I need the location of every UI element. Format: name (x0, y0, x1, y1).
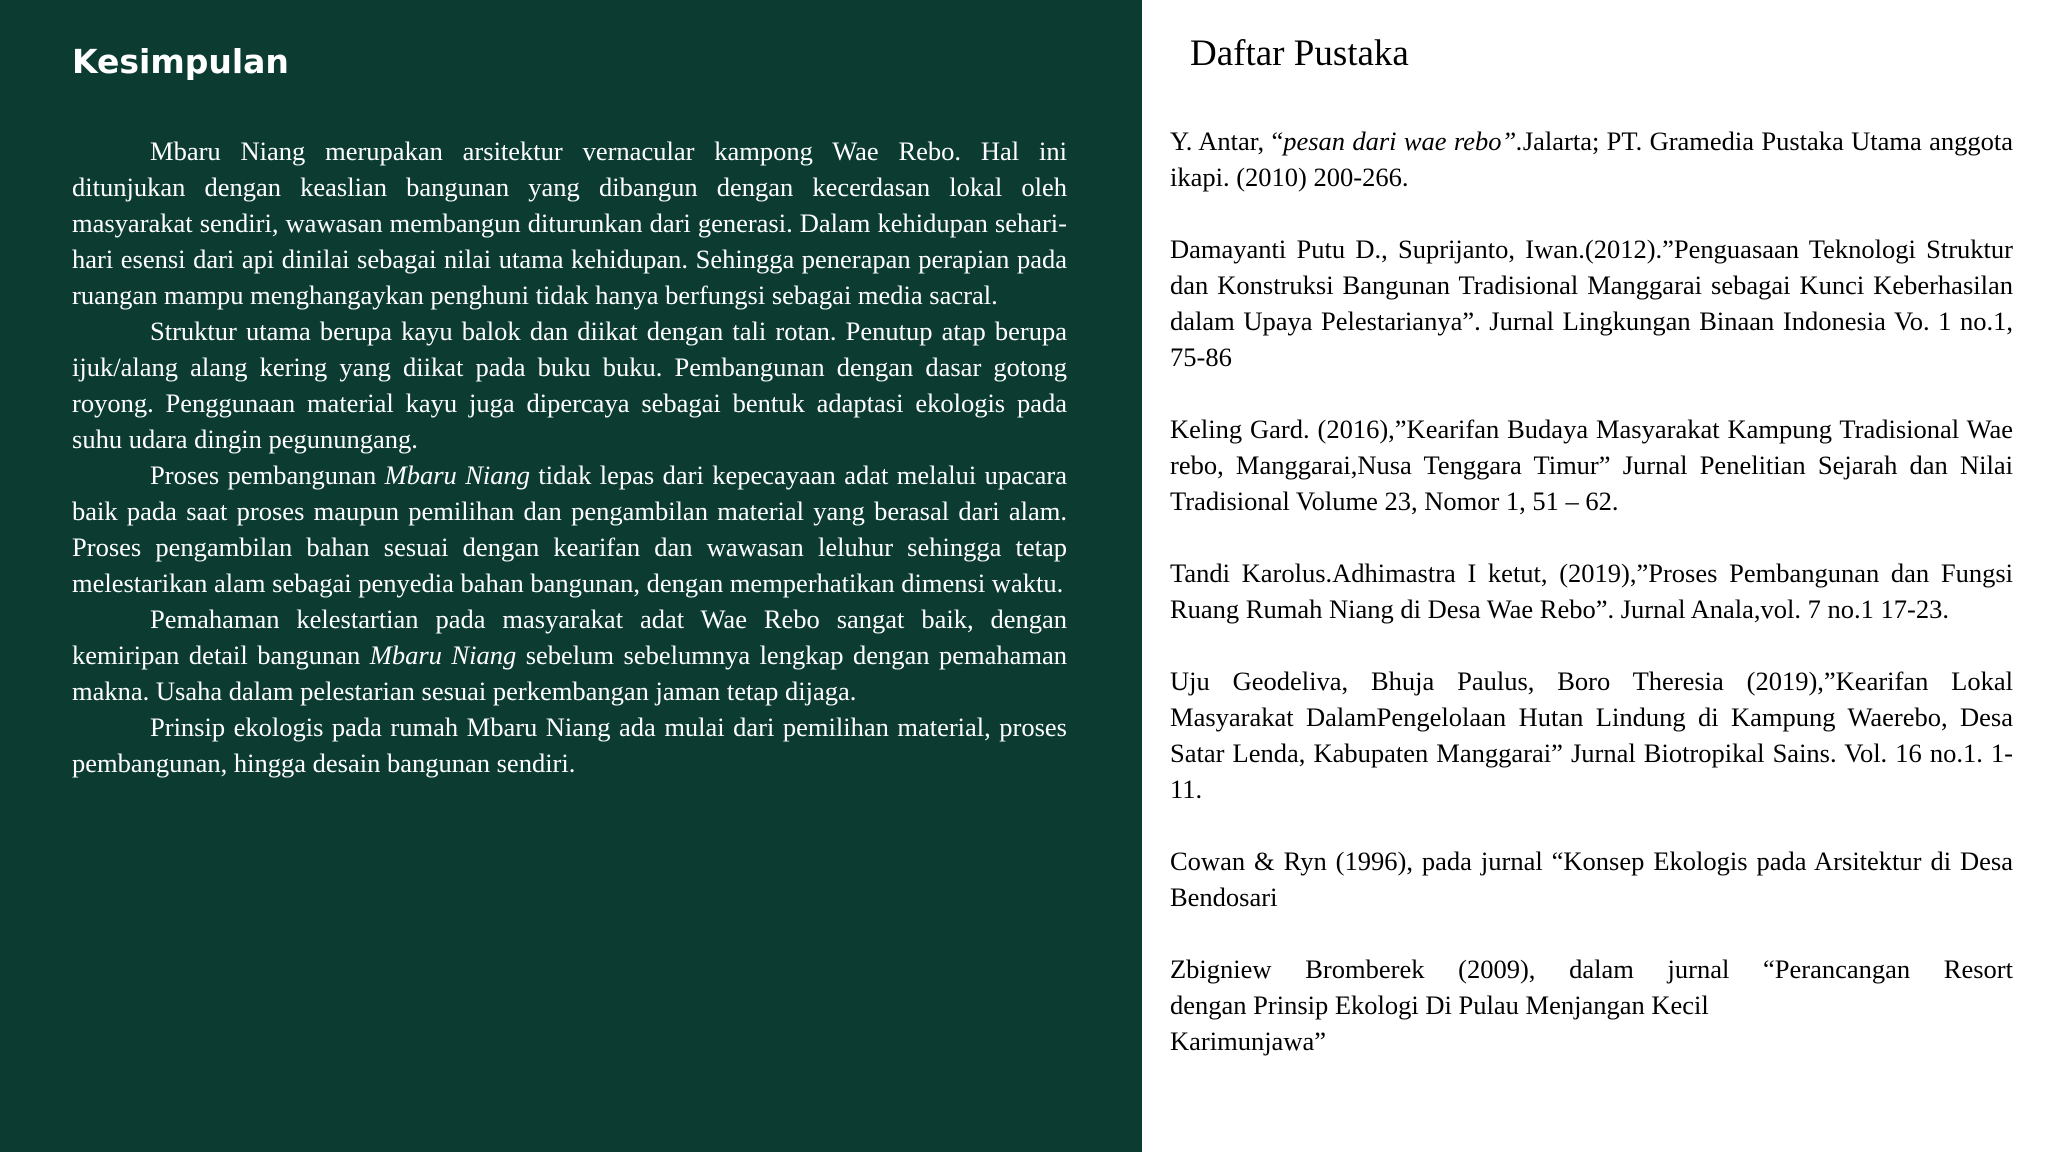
paragraph-text: sebelum sebelumnya lengkap dengan pemahaman makna. Usaha dalam pelestarian sesuai perkembangan jaman tetap dijaga. (72, 640, 1067, 706)
italic-title: pesan dari wae rebo”. (1283, 126, 1523, 156)
reference-list (1170, 123, 2013, 1059)
reference-line: dengan Prinsip Ekologi Di Pulau Menjangan Kecil (1170, 990, 1709, 1020)
reference-item: Keling Gard. (2016),”Kearifan Budaya Masyarakat Kampung Tradisional Wae rebo, Manggarai,Nusa Tenggara Timur” Jurnal Penelitian Sejarah dan Nilai Tradisional Volume 23, Nomor 1, 51 – 62. (1170, 414, 2013, 516)
conclusion-paragraph (72, 457, 1067, 601)
conclusion-paragraph: Mbaru Niang merupakan arsitektur vernacular kampong Wae Rebo. Hal ini ditunjukan dengan keaslian bangunan yang dibangun dengan kecerdasan lokal oleh masyarakat sendiri, wawasan membangun diturunkan dari generasi. Dalam kehidupan sehari-hari esensi dari api dinilai sebagai nilai utama kehidupan. Sehingga penerapan perapian pada ruangan mampu menghangaykan penghuni tidak hanya berfungsi sebagai media sacral. (72, 136, 1067, 310)
paragraph-text: Proses pembangunan (150, 460, 385, 490)
references-title: Daftar Pustaka (1190, 33, 1409, 74)
italic-term: Mbaru Niang (384, 460, 530, 490)
paragraph-text: Pemahaman kelestartian pada masyarakat adat Wae Rebo sangat baik, dengan kemiripan detail bangunan (72, 604, 1067, 670)
reference-item (1170, 951, 2013, 1059)
conclusion-paragraph: Prinsip ekologis pada rumah Mbaru Niang ada mulai dari pemilihan material, proses pembangunan, hingga desain bangunan sendiri. (72, 712, 1067, 778)
conclusion-paragraph: Struktur utama berupa kayu balok dan diikat dengan tali rotan. Penutup atap berupa ijuk/alang alang kering yang diikat pada buku buku. Pembangunan dengan dasar gotong royong. Penggunaan material kayu juga dipercaya sebagai bentuk adaptasi ekologis pada suhu udara dingin pegunungang. (72, 316, 1067, 454)
reference-item (1170, 123, 2013, 195)
paragraph-text: tidak lepas dari kepecayaan adat melalui upacara baik pada saat proses maupun pemilihan dan pengambilan material yang berasal dari alam. Proses pengambilan bahan sesuai dengan kearifan dan wawasan leluhur sehingga tetap melestarikan alam sebagai penyedia bahan bangunan, dengan memperhatikan dimensi waktu. (72, 460, 1067, 598)
reference-item: Damayanti Putu D., Suprijanto, Iwan.(2012).”Penguasaan Teknologi Struktur dan Konstruksi Bangunan Tradisional Manggarai sebagai Kunci Keberhasilan dalam Upaya Pelestarianya”. Jurnal Lingkungan Binaan Indonesia Vo. 1 no.1, 75-86 (1170, 234, 2013, 372)
reference-item: Tandi Karolus.Adhimastra I ketut, (2019),”Proses Pembangunan dan Fungsi Ruang Rumah Niang di Desa Wae Rebo”. Jurnal Anala,vol. 7 no.1 17-23. (1170, 558, 2013, 624)
italic-term: Mbaru Niang (369, 640, 517, 670)
reference-text: Y. Antar, “ (1170, 126, 1284, 156)
conclusion-paragraph (72, 601, 1067, 709)
conclusion-title: Kesimpulan (72, 42, 289, 81)
reference-item: Uju Geodeliva, Bhuja Paulus, Boro Theresia (2019),”Kearifan Lokal Masyarakat DalamPengelolaan Hutan Lindung di Kampung Waerebo, Desa Satar Lenda, Kabupaten Manggarai” Jurnal Biotropikal Sains. Vol. 16 no.1. 1-11. (1170, 666, 2013, 804)
conclusion-body (72, 133, 1067, 781)
reference-item: Cowan & Ryn (1996), pada jurnal “Konsep Ekologis pada Arsitektur di Desa Bendosari (1170, 846, 2013, 912)
reference-line: Karimunjawa” (1170, 1026, 1326, 1056)
reference-line: Zbigniew Bromberek (2009), dalam jurnal “Perancangan Resort (1170, 954, 2013, 984)
reference-text: Jalarta; PT. Gramedia Pustaka Utama anggota ikapi. (2010) 200-266. (1170, 126, 2013, 192)
